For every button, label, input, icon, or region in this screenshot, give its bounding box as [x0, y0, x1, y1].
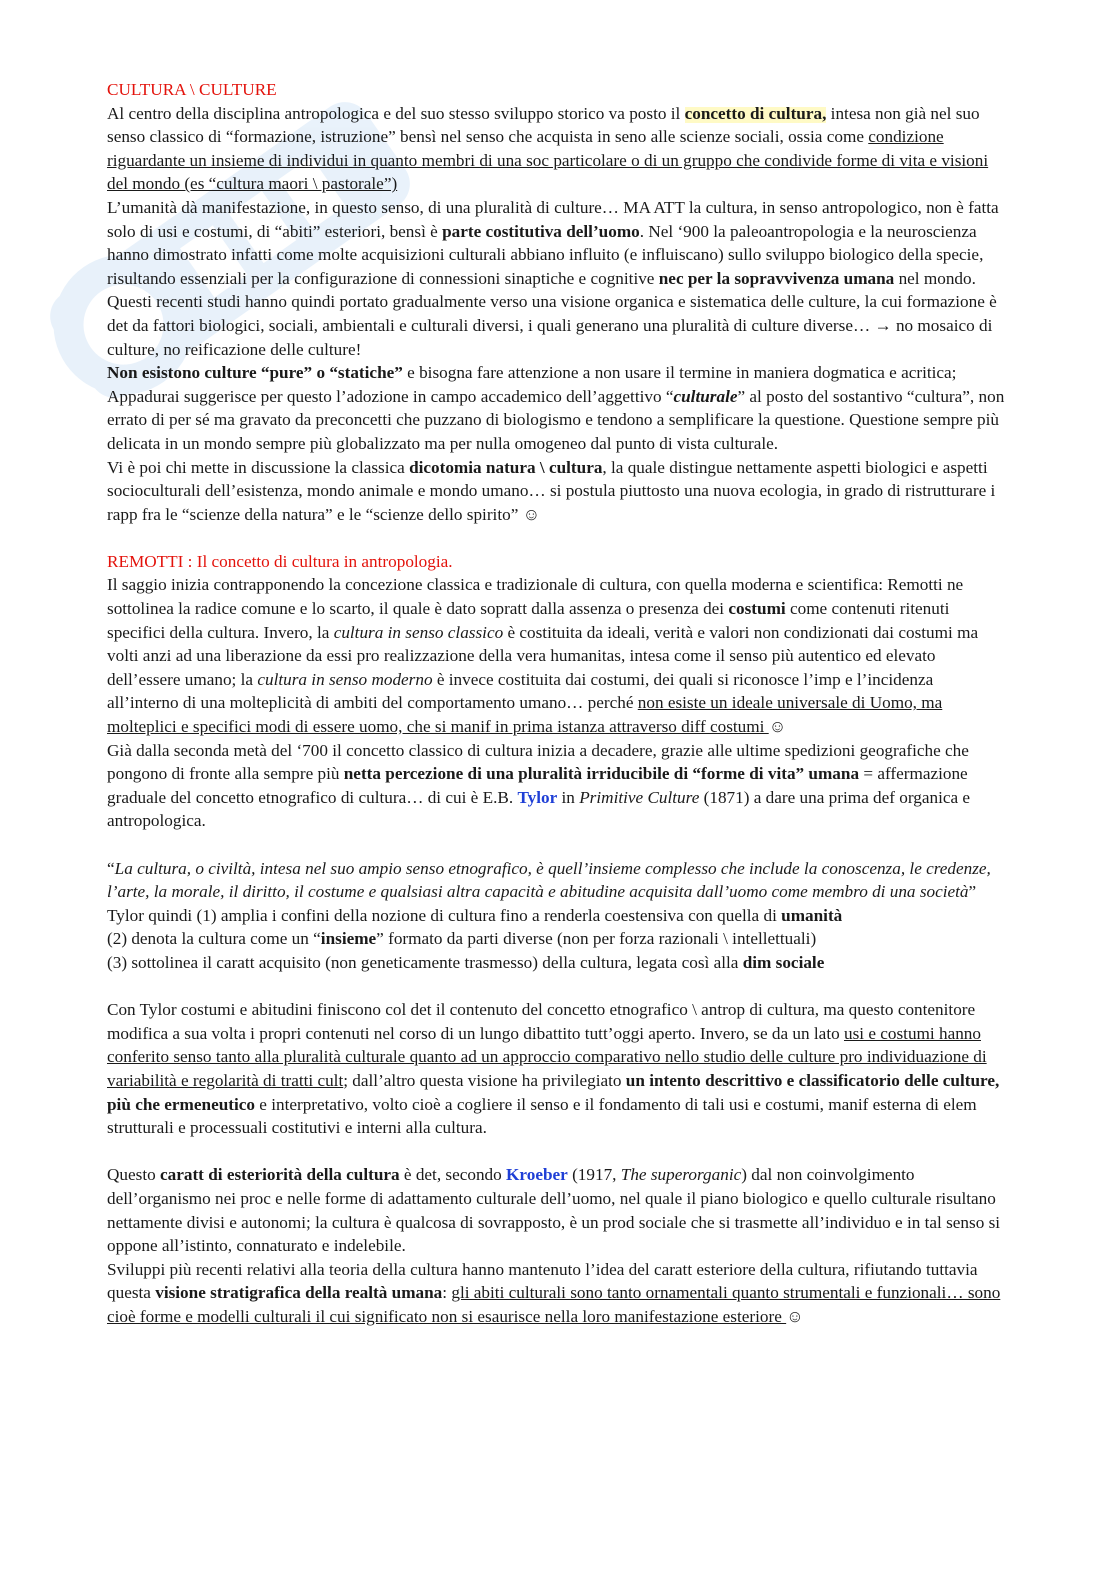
- name-kroeber: Kroeber: [506, 1165, 568, 1185]
- paragraph-no-pure-cultures: Non esistono culture “pure” o “statiche” e bisogna fare attenzione a non usare il termine in maniera dogmatica e acritica; Appadurai suggerisce per questo l’adozione in campo accademico dell’aggettivo “culturale” al posto del sostantivo “cultura”, non errato di per sé ma gravato da preconcetti che puzzano di biologismo e tendono a semplificare la questione. Questione sempre più delicata in un mondo sempre più globalizzato ma per nulla omogeneo dal punto di vista culturale.: [107, 363, 1005, 453]
- paragraph-classic-vs-modern: Il saggio inizia contrapponendo la concezione classica e tradizionale di cultura, con quella moderna e scientifica: Remotti ne sottolinea la radice comune e lo scarto, il quale è dato sopratt dalla assenza o presenza dei costumi come contenuti ritenuti specifici della cultura. Invero, la cultura in senso classico è costituita da ideali, verità e valori non condizionati dai costumi ma volti anzi ad una liberazione da essi pro realizzazione della vera humanitas, intesa come il senso più autentico ed elevato dell’essere umano; la cultura in senso moderno è invece costituita dai costumi, dei quali si riconosce l’imp e l’incidenza all’interno di una molteplicità di ambiti del comportamento umano… perché non esiste un ideale universale di Uomo, ma molteplici e specifici modi di essere uomo, che si manif in prima istanza attraverso diff costumi ☺: [107, 575, 979, 737]
- list-item-1: Tylor quindi (1) amplia i confini della nozione di cultura fino a renderla coestensiva con quella di umanità: [107, 905, 843, 925]
- paragraph-customs-container: Con Tylor costumi e abitudini finiscono col det il contenuto del concetto etnografico \ antrop di cultura, ma questo contenitore modifica a sua volta i propri contenuti nel corso di un lungo dibattito tutt’oggi aperto. Invero, se da un lato usi e costumi hanno conferito senso tanto alla pluralità culturale quanto ad un approccio comparativo nello studio delle culture pro individuazione di variabilità e regolarità di tratti cult; dall’altro questa visione ha privilegiato un intento descrittivo e classificatorio delle culture, più che ermeneutico e interpretativo, volto cioè a cogliere il senso e il fondamento di tali usi e costumi, manif esterna di elem strutturali e processuali costitutivi e interni alla cultura.: [107, 1000, 1000, 1138]
- paragraph-recent-studies: Questi recenti studi hanno quindi portato gradualmente verso una visione organica e sistematica delle culture, la cui formazione è det da fattori biologici, sociali, ambientali e culturali diversi, i quali generano una pluralità di culture diverse… → no mosaico di culture, no reificazione delle culture!: [107, 292, 997, 359]
- paragraph-kroeber: Questo caratt di esteriorità della cultura è det, secondo Kroeber (1917, The superorganic) dal non coinvolgimento dell’organismo nei proc e nelle forme di adattamento culturale dell’uomo, nel quale il piano biologico e quello culturale risultano nettamente divisi e autonomi; la cultura è qualcosa di sovrapposto, è un prod sociale che si trasmette all’individuo e in tal senso si oppone all’istinto, connaturato e indelebile.: [107, 1165, 1001, 1256]
- underlined-definition: condizione riguardante un insieme di individui in quanto membri di una soc particolare o di un gruppo che condivide forme di vita e visioni del mondo (es “cultura maori \ pastorale”): [107, 127, 989, 194]
- section-heading-culture: CULTURA \ CULTURE: [107, 80, 277, 99]
- paragraph-plurality-of-cultures: L’umanità dà manifestazione, in questo senso, di una pluralità di culture… MA ATT la cultura, in senso antropologico, non è fatta solo di usi e costumi, di “abiti” esteriori, bensì è parte costitutiva dell’uomo. Nel ‘900 la paleoantropologia e la neuroscienza hanno dimostrato infatti come molte acquisizioni culturali abbiano influito (e influiscano) sullo sviluppo biologico della specie, risultando essenziali per la configurazione di connessioni sinaptiche e cognitive nec per la sopravvivenza umana nel mondo.: [107, 197, 999, 288]
- name-tylor: Tylor: [517, 787, 558, 807]
- tylor-quote: “La cultura, o civiltà, intesa nel suo ampio senso etnografico, è quell’insieme complesso che include la conoscenza, le credenze, l’arte, la morale, il diritto, il costume e qualsiasi altra capacità e abitudine acquisita dall’uomo come membro di una società”: [107, 858, 991, 902]
- paragraph-concept-of-culture: Al centro della disciplina antropologica e del suo stesso sviluppo storico va posto il concetto di cultura, intesa non già nel suo senso classico di “formazione, istruzione” bensì nel senso che acquista in seno alle scienze sociali, ossia come condizione riguardante un insieme di individui in quanto membri di una soc particolare o di un gruppo che condivide forme di vita e visioni del mondo (es “cultura maori \ pastorale”): [107, 103, 989, 194]
- bold-concetto-di-cultura: concetto di cultura,: [684, 103, 827, 123]
- document-page: [107, 78, 1007, 1328]
- list-item-2: (2) denota la cultura come un “insieme” formato da parti diverse (non per forza razionali \ intellettuali): [107, 929, 817, 949]
- paragraph-nature-culture-dichotomy: Vi è poi chi mette in discussione la classica dicotomia natura \ cultura, la quale distingue nettamente aspetti biologici e aspetti socioculturali dell’esistenza, mondo animale e mondo umano… si postula piuttosto una nuova ecologia, in grado di ristrutturare i rapp fra le “scienze della natura” e le “scienze dello spirito” ☺: [107, 457, 996, 524]
- paragraph-recent-developments: Sviluppi più recenti relativi alla teoria della cultura hanno mantenuto l’idea del caratt esteriore della cultura, rifiutando tuttavia questa visione stratigrafica della realtà umana: gli abiti culturali sono tanto ornamentali quanto strumentali e funzionali… sono cioè forme e modelli culturali il cui significato non si esaurisce nella loro manifestazione esteriore ☺: [107, 1259, 1001, 1326]
- paragraph-tylor-intro: Già dalla seconda metà del ‘700 il concetto classico di cultura inizia a decadere, grazie alle ultime spedizioni geografiche che pongono di fronte alla sempre più netta percezione di una pluralità irriducibile di “forme di vita” umana = affermazione graduale del concetto etnografico di cultura… di cui è E.B. Tylor in Primitive Culture (1871) a dare una prima def organica e antropologica.: [107, 740, 971, 831]
- section-heading-remotti: REMOTTI : Il concetto di cultura in antropologia.: [107, 551, 453, 571]
- smiley-icon: ☺: [786, 1306, 804, 1326]
- list-item-3: (3) sottolinea il caratt acquisito (non geneticamente trasmesso) della cultura, legata così alla dim sociale: [107, 952, 825, 972]
- smiley-icon: ☺: [768, 717, 787, 737]
